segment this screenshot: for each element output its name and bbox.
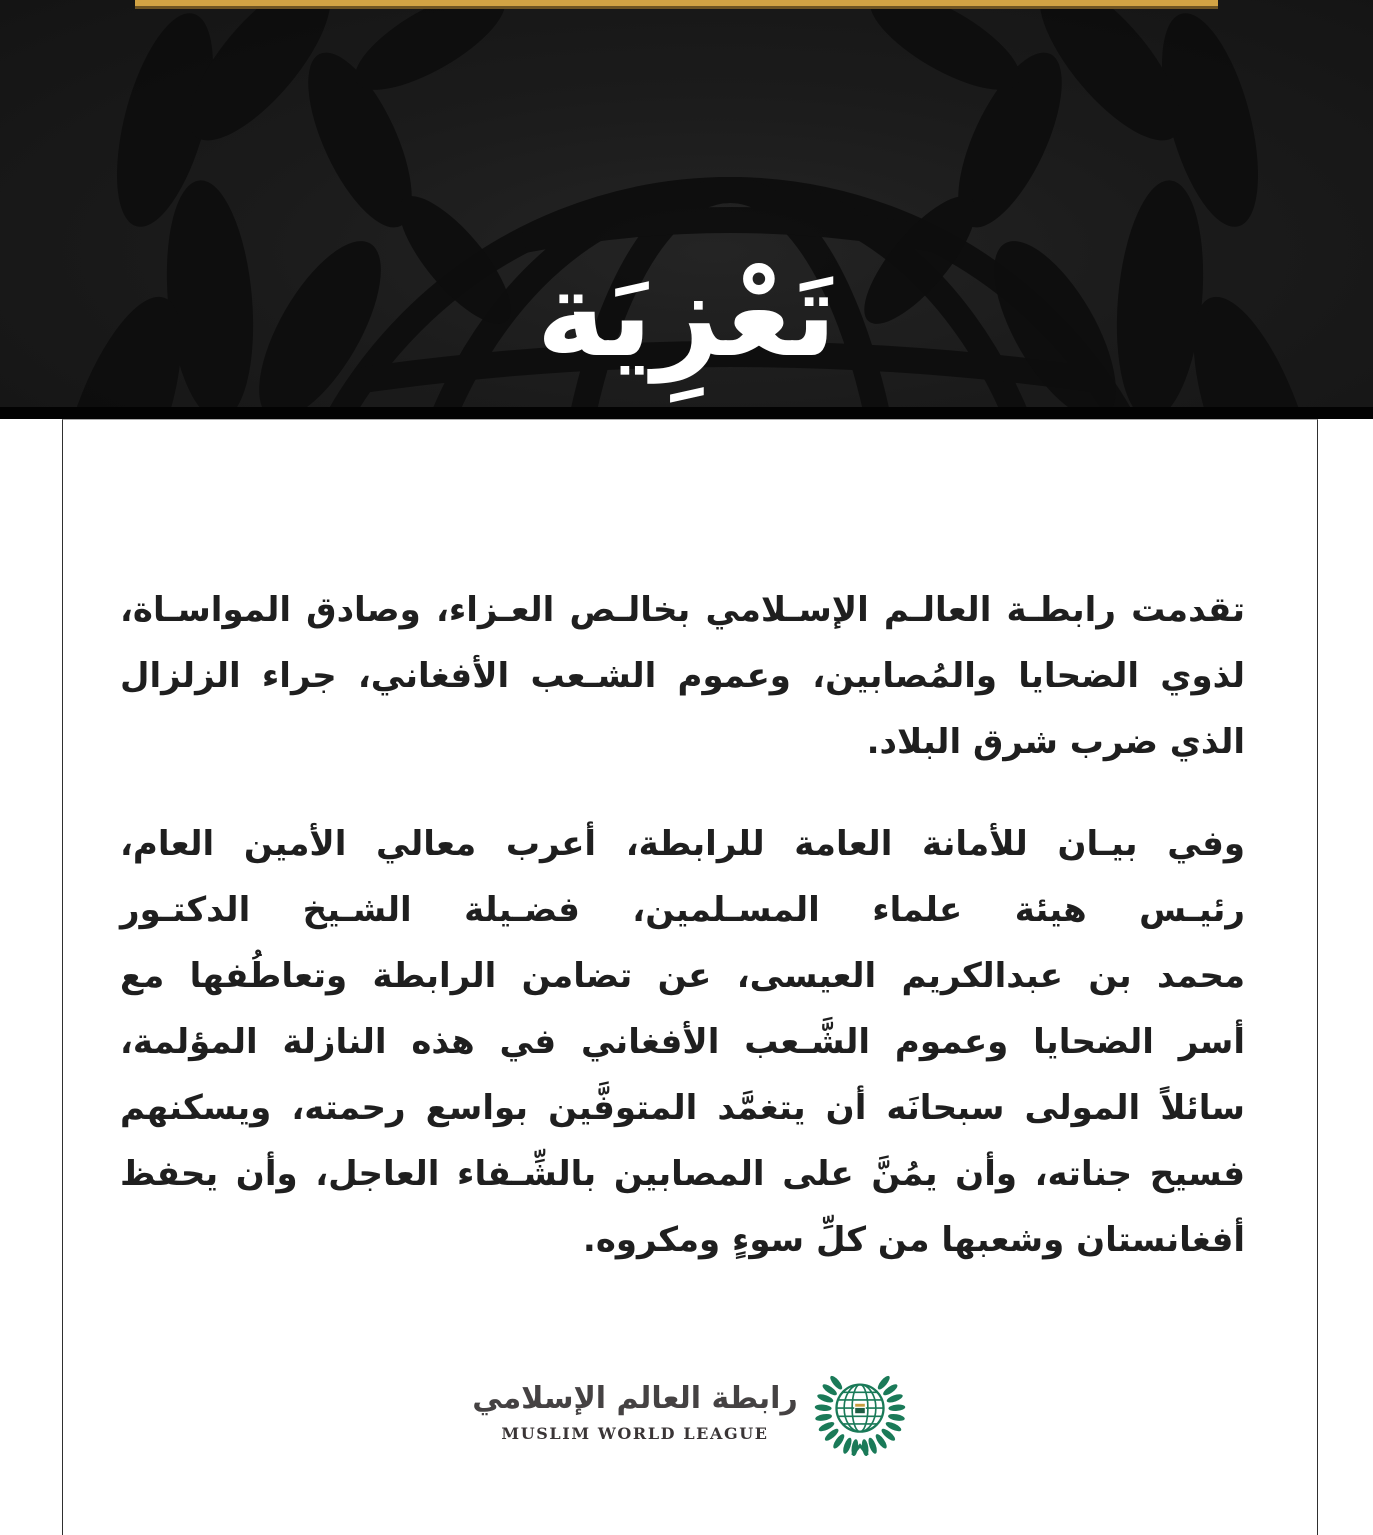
statement-line: محمد بن عبدالكريم العيسى، عن تضامن الرابطة وتعاطُفها مع — [120, 956, 1245, 996]
statement-line: فسيح جناته، وأن يمُنَّ على المصابين بالشِّـفاء العاجل، وأن يحفظ — [120, 1154, 1245, 1194]
paragraph-2 — [120, 811, 1245, 1273]
condolence-title-calligraphy: تَعْزِيَة — [536, 245, 837, 383]
mwl-logo-text — [472, 1379, 798, 1443]
statement-line: رئيـس هيئة علماء المسـلمين، فضـيلة الشـيخ الدكتـور — [120, 890, 1245, 930]
statement-text — [120, 577, 1245, 1273]
statement-line: لذوي الضحايا والمُصابين، وعموم الشـعب الأفغاني، جراء الزلزال — [120, 656, 1245, 696]
mwl-arabic-calligraphy: رابطة العالم الإسلامي — [472, 1381, 798, 1417]
header-banner — [0, 0, 1373, 419]
mwl-english-wordmark: MUSLIM WORLD LEAGUE — [501, 1423, 769, 1443]
statement-line: الذي ضرب شرق البلاد. — [866, 722, 1245, 762]
gold-accent-bar — [135, 0, 1218, 9]
mwl-wreath-globe-emblem — [812, 1363, 908, 1459]
statement-line: سائلاً المولى سبحانَه أن يتغمَّد المتوفَّين بواسع رحمته، ويسكنهم — [120, 1088, 1245, 1128]
paragraph-1 — [120, 577, 1245, 775]
statement-line: تقدمت رابطـة العالـم الإسـلامي بخالـص العـزاء، وصادق المواسـاة، — [120, 590, 1245, 630]
content-card — [62, 419, 1318, 1535]
statement-line: أسر الضحايا وعموم الشَّـعب الأفغاني في هذه النازلة المؤلمة، — [120, 1022, 1245, 1062]
kaaba-icon — [854, 1403, 866, 1414]
header-bottom-strip — [0, 407, 1373, 419]
statement-line: أفغانستان وشعبها من كلِّ سوءٍ ومكروه. — [582, 1220, 1245, 1260]
mwl-logo — [63, 1363, 1317, 1459]
globe-icon — [836, 1385, 883, 1432]
statement-line: وفي بيـان للأمانة العامة للرابطة، أعرب معالي الأمين العام، — [120, 824, 1245, 864]
